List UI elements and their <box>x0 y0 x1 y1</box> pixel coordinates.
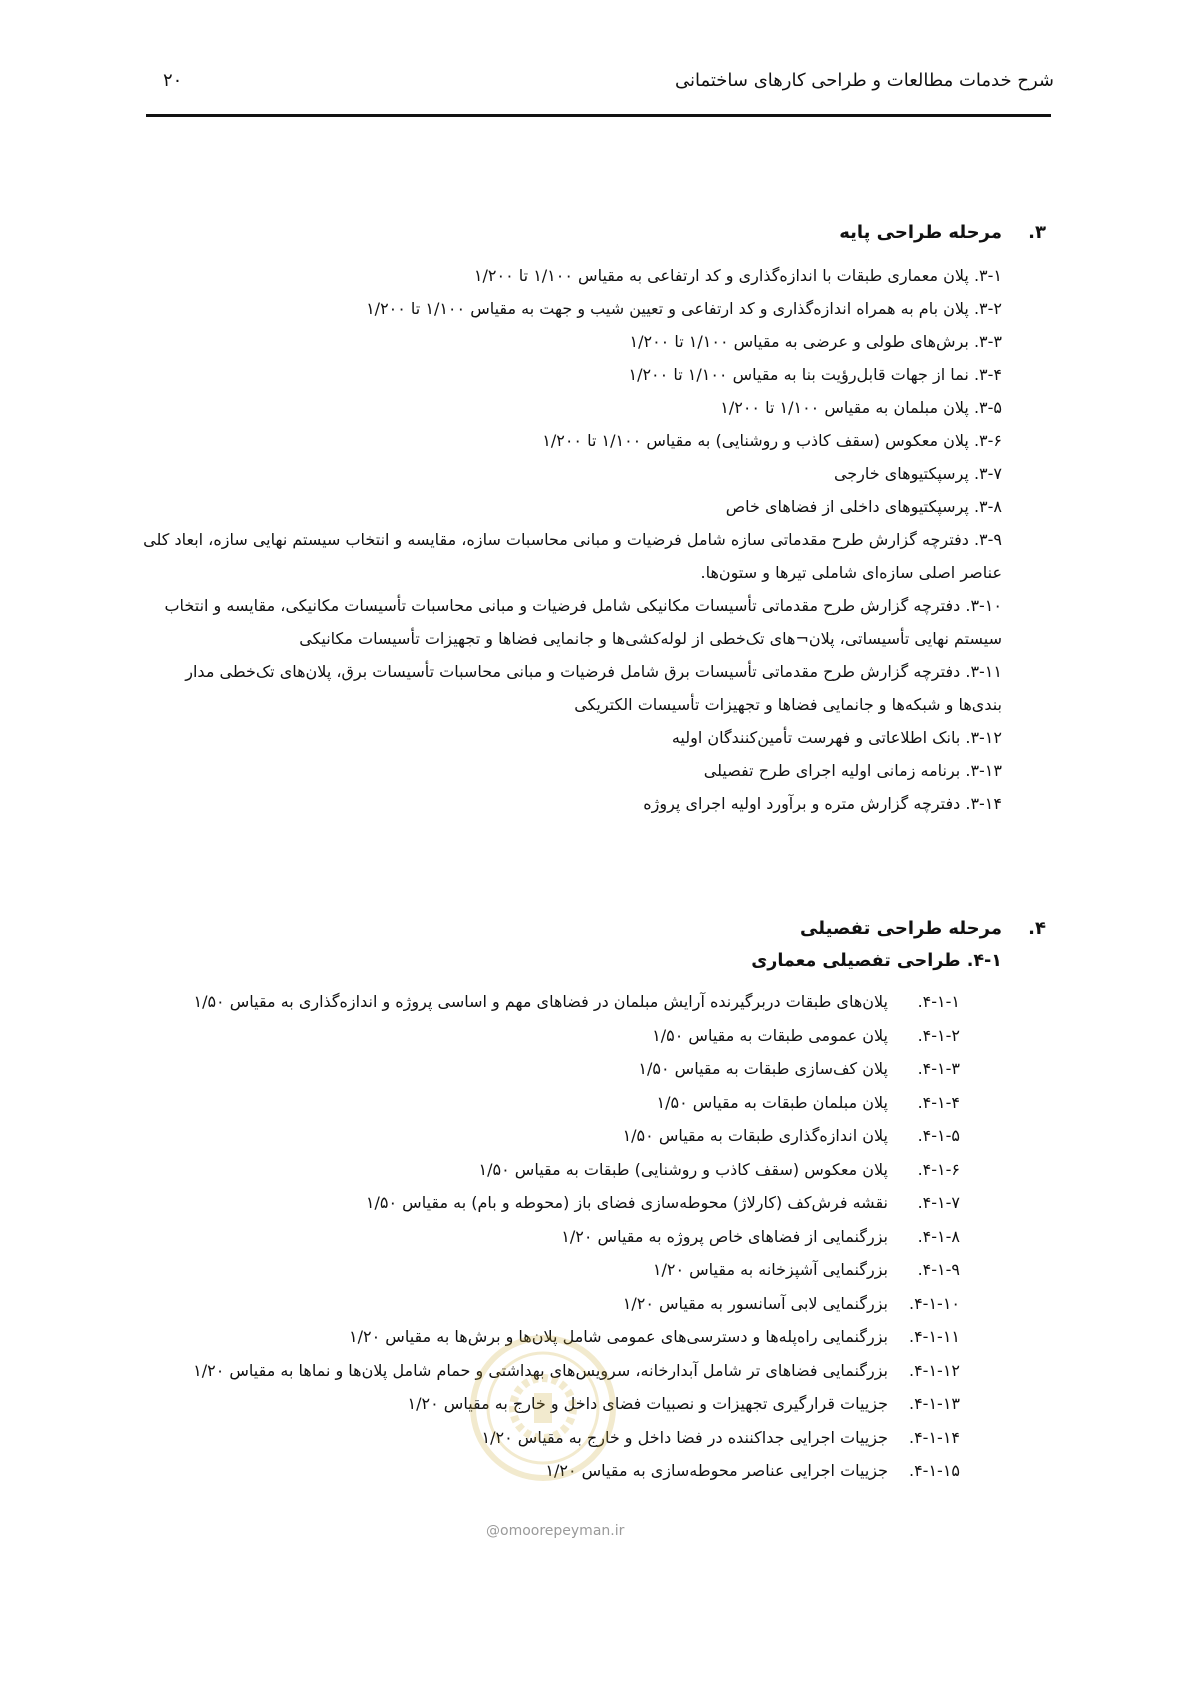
list-item <box>141 1287 960 1321</box>
section-number: ۴. <box>1028 918 1046 939</box>
item-number: ۴-۱-۶. <box>917 1159 960 1179</box>
item-text: بزرگنمایی آشپزخانه به مقیاس ۱/۲۰ <box>652 1260 888 1279</box>
item-number: ۴-۱-۸. <box>917 1226 960 1246</box>
item-number: ۴-۱-۵. <box>917 1126 960 1145</box>
section-basic-design <box>141 222 1046 820</box>
item-text: بزرگنمایی راه‌پله‌ها و دسترسی‌های عمومی شامل پلان‌ها و برش‌ها به مقیاس ۱/۲۰ <box>349 1327 888 1346</box>
list-item <box>141 1220 960 1254</box>
list-item: ۳-۲. پلان بام به همراه اندازه‌گذاری و کد ارتفاعی و تعیین شیب و جهت به مقیاس ۱/۱۰۰ تا ۱/۲۰۰ <box>366 299 1002 318</box>
header-divider <box>146 114 1051 117</box>
list-item: ۳-۵. پلان مبلمان به مقیاس ۱/۱۰۰ تا ۱/۲۰۰ <box>720 398 1002 417</box>
item-text: پلان‌های طبقات دربرگیرنده آرایش مبلمان در فضاهای مهم و اساسی پروژه و اندازه‌گذاری به مقیاس ۱/۵۰ <box>193 992 888 1011</box>
list-item: ۳-۴. نما از جهات قابل‌رؤیت بنا به مقیاس ۱/۱۰۰ تا ۱/۲۰۰ <box>628 365 1002 384</box>
list-item <box>141 1253 960 1287</box>
item-number: ۴-۱-۱۵. <box>908 1461 960 1480</box>
item-number: ۴-۱-۹. <box>917 1260 960 1279</box>
list-item <box>141 1186 960 1220</box>
list-item: ۳-۱۰. دفترچه گزارش طرح مقدماتی تأسیسات مکانیکی شامل فرضیات و مبانی محاسبات تأسیسات مکانیکی، مقایسه و انتخاب سیستم نهایی تأسیساتی، پلان¬های تک‌خطی از لوله‌کشی‌ها و جانمایی فضاها و تجهیزات تأسیسات مکانیکی <box>164 596 1002 648</box>
list-item <box>141 1019 960 1053</box>
item-text: جزییات قرارگیری تجهیزات و نصبیات فضای داخل و خارج به مقیاس ۱/۲۰ <box>407 1394 888 1413</box>
item-text: پلان اندازه‌گذاری طبقات به مقیاس ۱/۵۰ <box>622 1126 888 1145</box>
section-heading <box>141 222 1046 243</box>
list-item: ۳-۶. پلان معکوس (سقف کاذب و روشنایی) به مقیاس ۱/۱۰۰ تا ۱/۲۰۰ <box>542 431 1002 450</box>
item-number: ۴-۱-۳. <box>917 1059 960 1078</box>
item-text: بزرگنمایی لابی آسانسور به مقیاس ۱/۲۰ <box>622 1293 888 1313</box>
item-text: جزییات اجرایی عناصر محوطه‌سازی به مقیاس ۱/۲۰ <box>545 1461 888 1480</box>
list-item <box>141 1119 960 1153</box>
subsection-title: ۴-۱. طراحی تفصیلی معماری <box>751 951 1002 971</box>
basic-design-list <box>141 259 1046 820</box>
watermark-url: @omoorepeyman.ir <box>486 1523 625 1539</box>
item-text: بزرگنمایی از فضاهای خاص پروژه به مقیاس ۱/۲۰ <box>561 1226 888 1246</box>
list-item: ۳-۳. برش‌های طولی و عرضی به مقیاس ۱/۱۰۰ تا ۱/۲۰۰ <box>629 332 1002 351</box>
list-item <box>141 1052 960 1086</box>
item-number: ۴-۱-۴. <box>917 1092 960 1112</box>
item-text: پلان کف‌سازی طبقات به مقیاس ۱/۵۰ <box>638 1059 888 1078</box>
item-text: پلان عمومی طبقات به مقیاس ۱/۵۰ <box>652 1025 888 1045</box>
list-item: ۳-۱۴. دفترچه گزارش متره و برآورد اولیه اجرای پروژه <box>643 794 1002 813</box>
item-number: ۴-۱-۱۰. <box>908 1293 960 1313</box>
item-text: جزییات اجرایی جداکننده در فضا داخل و خارج به مقیاس ۱/۲۰ <box>481 1427 888 1447</box>
item-number: ۴-۱-۷. <box>917 1193 960 1212</box>
item-number: ۴-۱-۱. <box>917 992 960 1011</box>
item-text: پلان مبلمان طبقات به مقیاس ۱/۵۰ <box>656 1092 888 1112</box>
section-heading <box>141 918 1046 939</box>
item-number: ۴-۱-۱۲. <box>908 1360 960 1380</box>
list-item: ۳-۱۲. بانک اطلاعاتی و فهرست تأمین‌کنندگان اولیه <box>671 728 1002 747</box>
list-item <box>141 1153 960 1187</box>
seal-watermark <box>468 1333 618 1483</box>
item-text: نقشه فرش‌کف (کارلاژ) محوطه‌سازی فضای باز (محوطه و بام) به مقیاس ۱/۵۰ <box>365 1193 888 1212</box>
item-number: ۴-۱-۱۱. <box>908 1327 960 1346</box>
list-item: ۳-۸. پرسپکتیوهای داخلی از فضاهای خاص <box>725 497 1002 516</box>
item-number: ۴-۱-۱۳. <box>908 1394 960 1413</box>
list-item <box>141 1086 960 1120</box>
section-title: مرحله طراحی پایه <box>839 222 1002 243</box>
item-number: ۴-۱-۲. <box>917 1025 960 1045</box>
list-item: ۳-۱. پلان معماری طبقات با اندازه‌گذاری و کد ارتفاعی به مقیاس ۱/۱۰۰ تا ۱/۲۰۰ <box>473 266 1002 285</box>
running-header-title: شرح خدمات مطالعات و طراحی کارهای ساختمانی <box>674 70 1054 91</box>
item-number: ۴-۱-۱۴. <box>908 1427 960 1447</box>
page-number: ۲۰ <box>163 70 183 91</box>
item-text: بزرگنمایی فضاهای تر شامل آبدارخانه، سرویس‌های بهداشتی و حمام شامل پلان‌ها و نماها به مقیاس ۱/۲۰ <box>193 1360 888 1380</box>
item-text: پلان معکوس (سقف کاذب و روشنایی) طبقات به مقیاس ۱/۵۰ <box>478 1159 888 1179</box>
list-item: ۳-۷. پرسپکتیوهای خارجی <box>833 464 1002 483</box>
section-title: مرحله طراحی تفصیلی <box>800 918 1002 939</box>
section-number: ۳. <box>1028 222 1046 243</box>
list-item: ۳-۱۳. برنامه زمانی اولیه اجرای طرح تفصیلی <box>703 761 1002 780</box>
list-item <box>141 985 960 1019</box>
list-item: ۳-۹. دفترچه گزارش طرح مقدماتی سازه شامل فرضیات و مبانی محاسبات سازه، مقایسه و انتخاب سیستم نهایی سازه، ابعاد کلی عناصر اصلی سازه‌ای شاملی تیرها و ستون‌ها. <box>143 530 1002 582</box>
list-item: ۳-۱۱. دفترچه گزارش طرح مقدماتی تأسیسات برق شامل فرضیات و مبانی محاسبات تأسیسات برق، پلان‌های تک‌خطی مدار بندی‌ها و شبکه‌ها و جانمایی فضاها و تجهیزات تأسیسات الکتریکی <box>185 662 1002 714</box>
